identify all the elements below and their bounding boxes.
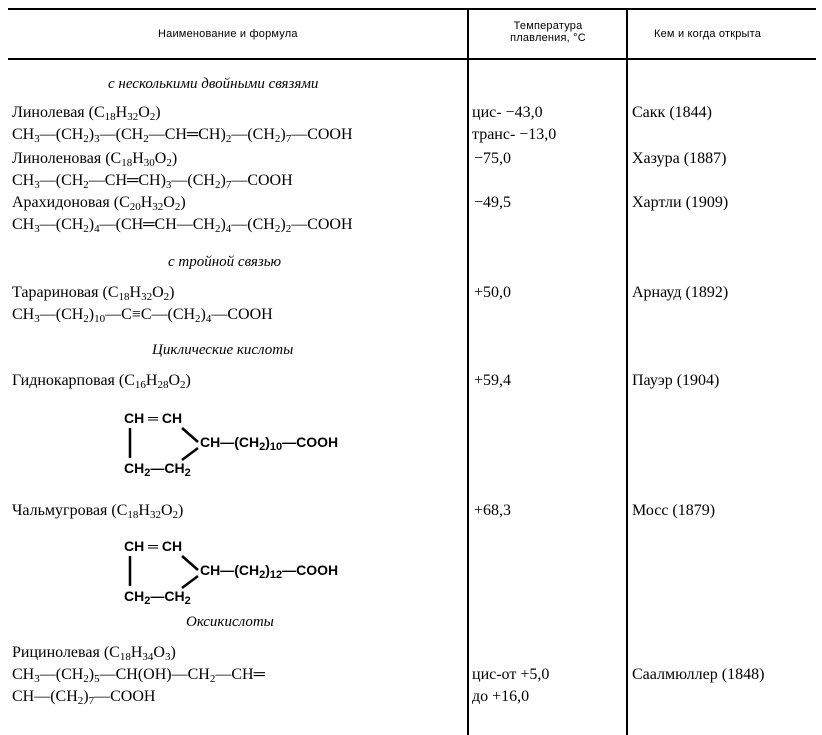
section-double-bonds: с несколькими двойными связями [108, 76, 319, 92]
hydnocarpic-ring-top: CH ═ CH [124, 410, 183, 426]
hydnocarpic-structure [120, 408, 380, 480]
hydnocarpic-ring-bonds [120, 408, 210, 480]
linoleic-melt-trans: транс- −13,0 [472, 126, 557, 143]
ricinoleic-melt-from: цис-от +5,0 [472, 666, 550, 683]
header-discovered: Кем и когда открыта [654, 28, 762, 40]
arachidonic-melt: −49,5 [474, 194, 512, 211]
column-divider-2 [626, 8, 628, 735]
tariric-discovered: Арнауд (1892) [632, 284, 729, 301]
hydnocarpic-melt: +59,4 [474, 372, 512, 389]
chaulmoogric-melt: +68,3 [474, 502, 512, 519]
section-oxy: Оксикислоты [186, 614, 274, 630]
chaulmoogric-ring-bonds [120, 536, 210, 608]
header-name-formula: Наименование и формула [158, 28, 298, 40]
linolenic-name: Линоленовая $(C_{18}H_{30}O_2)$ [12, 150, 178, 169]
ricinoleic-formula-line2: $CH—(CH_2)_7—COOH$ [12, 688, 156, 707]
ricinoleic-melt-to: до +16,0 [472, 688, 530, 705]
arachidonic-name-text: Арахидоновая [12, 194, 110, 211]
chaulmoogric-name: Чальмугровая $(C_{18}H_{32}O_2)$ [12, 502, 184, 521]
hydnocarpic-name-text: Гиднокарповая [12, 372, 115, 389]
hydnocarpic-discovered: Пауэр (1904) [632, 372, 720, 389]
chaulmoogric-discovered: Мосс (1879) [632, 502, 716, 519]
hydnocarpic-name: Гиднокарповая $(C_{16}H_{28}O_2)$ [12, 372, 191, 391]
hydnocarpic-ring-chain: $CH—(CH_2)_{10}—COOH$ [200, 434, 339, 453]
linolenic-melt: −75,0 [474, 150, 512, 167]
hydnocarpic-ring-bottom: $CH_2—CH_2$ [124, 460, 191, 479]
chaulmoogric-structure [120, 536, 380, 608]
linolenic-formula: $CH_3—(CH_2—CH═CH)_3—(CH_2)_7—COOH$ [12, 172, 293, 191]
linoleic-discovered: Сакк (1844) [632, 104, 712, 121]
linoleic-melt-cis: цис- −43,0 [472, 104, 543, 121]
ricinoleic-discovered: Саалмюллер (1848) [632, 666, 765, 683]
linoleic-formula: $CH_3—(CH_2)_3—(CH_2—CH═CH)_2—(CH_2)_7—COOH$ [12, 126, 353, 145]
section-cyclic: Циклические кислоты [152, 342, 294, 358]
section-triple-bond: с тройной связью [168, 254, 282, 270]
ricinoleic-formula-line1: $CH_3—(CH_2)_5—CH(OH)—CH_2—CH═$ [12, 666, 265, 685]
chaulmoogric-ring-chain: $CH—(CH_2)_{12}—COOH$ [200, 562, 339, 581]
table-top-rule [8, 8, 816, 10]
arachidonic-discovered: Хартли (1909) [632, 194, 729, 211]
header-melting-point [488, 20, 608, 44]
chaulmoogric-ring-bottom: $CH_2—CH_2$ [124, 588, 191, 607]
header-melting-line1: Температура [513, 20, 583, 32]
ricinoleic-name-text: Рицинолевая [12, 644, 100, 661]
arachidonic-formula: $CH_3—(CH_2)_4—(CH═CH—CH_2)_4—(CH_2)_2—COOH$ [12, 216, 353, 235]
header-bottom-rule [8, 58, 816, 60]
column-divider-1 [467, 8, 469, 735]
linolenic-discovered: Хазура (1887) [632, 150, 727, 167]
linoleic-name: Линолевая $(C_{18}H_{32}O_2)$ [12, 104, 161, 123]
linolenic-name-text: Линоленовая [12, 150, 102, 167]
linoleic-name-text: Линолевая [12, 104, 85, 121]
tariric-name: Тарариновая $(C_{18}H_{32}O_2)$ [12, 284, 175, 303]
chaulmoogric-name-text: Чальмугровая [12, 502, 108, 519]
header-melting-line2: плавления, °С [510, 32, 586, 44]
arachidonic-name: Арахидоновая $(C_{20}H_{32}O_2)$ [12, 194, 186, 213]
chaulmoogric-ring-top: CH ═ CH [124, 538, 183, 554]
ricinoleic-name: Рицинолевая $(C_{18}H_{34}O_3)$ [12, 644, 176, 663]
tariric-formula: $CH_3—(CH_2)_{10}—C\equiv C—(CH_2)_4—COOH$ [12, 306, 273, 325]
tariric-melt: +50,0 [474, 284, 512, 301]
tariric-name-text: Тарариновая [12, 284, 99, 301]
